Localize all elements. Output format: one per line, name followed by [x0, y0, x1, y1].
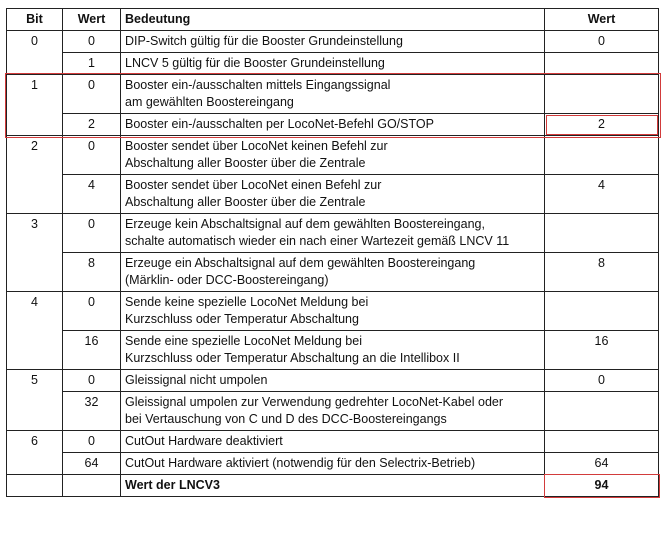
bedeutung-line: Kurzschluss oder Temperatur Abschaltung — [125, 312, 359, 326]
table-row — [7, 453, 659, 475]
bedeutung-line: Booster sendet über LocoNet keinen Befehl zur — [125, 139, 388, 153]
bit-cell — [7, 453, 63, 475]
bedeutung-cell — [121, 31, 545, 53]
table-row — [7, 53, 659, 75]
table-row — [7, 370, 659, 392]
bedeutung-line: Abschaltung aller Booster über die Zentrale — [125, 156, 366, 170]
bedeutung-line: Booster sendet über LocoNet einen Befehl zur — [125, 178, 382, 192]
bedeutung-cell — [121, 431, 545, 453]
result-value-cell — [545, 392, 659, 431]
wert-cell: 16 — [63, 331, 121, 370]
bedeutung-line: Sende eine spezielle LocoNet Meldung bei — [125, 334, 362, 348]
bedeutung-line: bei Vertauschung von C und D des DCC-Boostereingangs — [125, 412, 447, 426]
bit-cell — [7, 392, 63, 431]
table-row — [7, 214, 659, 253]
wert-cell: 0 — [63, 431, 121, 453]
result-value-cell: 8 — [545, 253, 659, 292]
total-empty-bit — [7, 475, 63, 497]
bit-cell — [7, 253, 63, 292]
table-row — [7, 431, 659, 453]
bedeutung-line: CutOut Hardware aktiviert (notwendig für den Selectrix-Betrieb) — [125, 456, 476, 470]
bit-cell: 2 — [7, 136, 63, 175]
table-row — [7, 331, 659, 370]
wert-cell: 32 — [63, 392, 121, 431]
wert-cell: 64 — [63, 453, 121, 475]
bedeutung-line: am gewählten Boostereingang — [125, 95, 294, 109]
bedeutung-line: Gleissignal nicht umpolen — [125, 373, 268, 387]
bedeutung-line: Abschaltung aller Booster über die Zentrale — [125, 195, 366, 209]
wert-cell: 0 — [63, 75, 121, 114]
header-bit: Bit — [7, 9, 63, 31]
bedeutung-line: LNCV 5 gültig für die Booster Grundeinstellung — [125, 56, 385, 70]
bedeutung-cell — [121, 331, 545, 370]
bedeutung-line: schalte automatisch wieder ein nach einer Wartezeit gemäß LNCV 11 — [125, 234, 510, 248]
table-row — [7, 392, 659, 431]
bedeutung-cell — [121, 175, 545, 214]
table-row — [7, 136, 659, 175]
bedeutung-cell — [121, 392, 545, 431]
total-empty-wert — [63, 475, 121, 497]
bedeutung-cell — [121, 136, 545, 175]
table-row — [7, 253, 659, 292]
result-value-cell: 2 — [545, 114, 659, 136]
result-value-cell: 0 — [545, 31, 659, 53]
bit-cell — [7, 53, 63, 75]
header-wert: Wert — [63, 9, 121, 31]
bedeutung-cell — [121, 53, 545, 75]
bedeutung-line: DIP-Switch gültig für die Booster Grundeinstellung — [125, 34, 403, 48]
wert-cell: 0 — [63, 292, 121, 331]
bedeutung-line: Erzeuge ein Abschaltsignal auf dem gewählten Boostereingang — [125, 256, 476, 270]
table-row — [7, 31, 659, 53]
table-body — [7, 31, 659, 475]
result-value-cell — [545, 292, 659, 331]
bedeutung-line: Booster ein-/ausschalten mittels Eingangssignal — [125, 78, 391, 92]
bedeutung-cell — [121, 114, 545, 136]
table-row — [7, 175, 659, 214]
wert-cell: 1 — [63, 53, 121, 75]
bit-cell: 4 — [7, 292, 63, 331]
bedeutung-line: Sende keine spezielle LocoNet Meldung bei — [125, 295, 369, 309]
bedeutung-line: Booster ein-/ausschalten per LocoNet-Befehl GO/STOP — [125, 117, 434, 131]
wert-cell: 8 — [63, 253, 121, 292]
bedeutung-line: CutOut Hardware deaktiviert — [125, 434, 283, 448]
bedeutung-line: Erzeuge kein Abschaltsignal auf dem gewählten Boostereingang, — [125, 217, 485, 231]
bedeutung-cell — [121, 253, 545, 292]
wert-cell: 0 — [63, 214, 121, 253]
bedeutung-line: Kurzschluss oder Temperatur Abschaltung an die Intellibox II — [125, 351, 460, 365]
result-value-cell — [545, 75, 659, 114]
wert-cell: 2 — [63, 114, 121, 136]
bit-cell — [7, 175, 63, 214]
table-row — [7, 75, 659, 114]
bedeutung-cell — [121, 370, 545, 392]
lncv3-table — [6, 8, 659, 497]
bit-cell — [7, 114, 63, 136]
table-row — [7, 114, 659, 136]
header-wert-result: Wert — [545, 9, 659, 31]
header-row — [7, 9, 659, 31]
bedeutung-cell — [121, 75, 545, 114]
table-row — [7, 292, 659, 331]
bedeutung-cell — [121, 214, 545, 253]
result-value-cell — [545, 431, 659, 453]
result-value-cell: 4 — [545, 175, 659, 214]
result-value-cell: 16 — [545, 331, 659, 370]
bit-cell — [7, 331, 63, 370]
bedeutung-line: (Märklin- oder DCC-Boostereingang) — [125, 273, 329, 287]
result-value-cell: 0 — [545, 370, 659, 392]
result-value-cell — [545, 136, 659, 175]
bit-cell: 5 — [7, 370, 63, 392]
total-row — [7, 475, 659, 497]
bit-cell: 1 — [7, 75, 63, 114]
result-value-cell — [545, 214, 659, 253]
wert-cell: 0 — [63, 31, 121, 53]
bit-cell: 3 — [7, 214, 63, 253]
result-value-cell — [545, 53, 659, 75]
wert-cell: 0 — [63, 370, 121, 392]
wert-cell: 0 — [63, 136, 121, 175]
wert-cell: 4 — [63, 175, 121, 214]
total-value: 94 — [545, 475, 659, 497]
bit-cell: 6 — [7, 431, 63, 453]
bedeutung-line: Gleissignal umpolen zur Verwendung gedrehter LocoNet-Kabel oder — [125, 395, 504, 409]
total-label: Wert der LNCV3 — [121, 475, 545, 497]
result-value-cell: 64 — [545, 453, 659, 475]
bedeutung-cell — [121, 292, 545, 331]
header-bedeutung: Bedeutung — [121, 9, 545, 31]
bit-cell: 0 — [7, 31, 63, 53]
bedeutung-cell — [121, 453, 545, 475]
